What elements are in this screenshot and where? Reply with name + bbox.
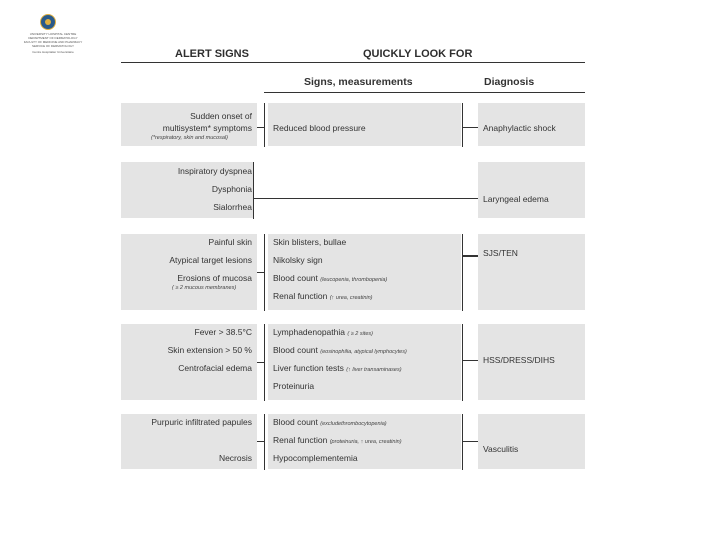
sign-item: Hypocomplementemia xyxy=(273,453,358,463)
bracket-line xyxy=(264,103,265,147)
bracket-line xyxy=(462,414,463,470)
institution-line: SERVICE OF DERMATOLOGY xyxy=(31,44,74,48)
alert-sign: Painful skin xyxy=(208,237,252,247)
connector-line xyxy=(257,362,265,363)
alert-note: (*respiratory, skin and mucosal) xyxy=(151,135,228,141)
diagnosis-header: Diagnosis xyxy=(484,76,535,88)
header-rule xyxy=(121,62,585,63)
sign-item: Liver function tests (↑ liver transaminases) xyxy=(273,363,402,373)
institution-logo xyxy=(40,14,56,30)
diagnosis-box-sjs xyxy=(478,234,585,310)
institution-line: DEPARTMENT OF DERMATOLOGY xyxy=(28,36,78,40)
connector-line xyxy=(257,441,265,442)
alert-sign: Sialorrhea xyxy=(213,202,252,212)
connector-line xyxy=(257,127,265,128)
diagnosis-hss-dress-dihs: HSS/DRESS/DIHS xyxy=(483,355,555,365)
connector-line xyxy=(462,127,478,128)
sign-item: Nikolsky sign xyxy=(273,255,323,265)
connector-line xyxy=(462,255,478,257)
alert-sign: Necrosis xyxy=(218,453,252,463)
alert-note: ( ≥ 2 mucous membranes) xyxy=(172,285,237,291)
alert-sign: multisystem* symptoms xyxy=(162,123,252,133)
bracket-line xyxy=(462,324,463,401)
sign-item: Renal function (proteinuria, ↑ urea, creatinin) xyxy=(273,435,402,445)
diagnosis-box-laryngeal xyxy=(478,162,585,218)
connector-line xyxy=(462,360,478,361)
alert-sign: Fever > 38.5°C xyxy=(194,327,252,337)
diagnosis-anaphylactic-shock: Anaphylactic shock xyxy=(483,123,556,133)
institution-caption: Centre Hospitalier Universitaire xyxy=(32,50,74,54)
alert-sign: Purpuric infiltrated papules xyxy=(151,417,252,427)
diagnosis-box-vasculitis xyxy=(478,414,585,469)
alert-sign: Skin extension > 50 % xyxy=(167,345,252,355)
connector-line xyxy=(253,198,478,199)
alert-sign: Atypical target lesions xyxy=(169,255,252,265)
sign-item: Proteinuria xyxy=(273,381,315,391)
alert-sign: Sudden onset of xyxy=(190,111,252,121)
sign-item: Skin blisters, bullae xyxy=(273,237,347,247)
sign-item: Blood count (excludethrombocytopenia) xyxy=(273,417,387,427)
institution-line: FACULTY OF MEDICINE AND PHARMACY xyxy=(23,40,83,44)
subheader-rule xyxy=(264,92,585,93)
institution-line: UNIVERSITY HOSPITAL CENTRE xyxy=(29,32,77,36)
quickly-look-for-header: QUICKLY LOOK FOR xyxy=(363,48,473,60)
signs-measurements-header: Signs, measurements xyxy=(304,76,413,88)
bracket-line xyxy=(253,162,254,219)
alert-sign: Erosions of mucosa xyxy=(177,273,252,283)
diagnosis-laryngeal-edema: Laryngeal edema xyxy=(483,194,549,204)
sign-item: Blood count (eosinophilia, atypical lymphocytes) xyxy=(273,345,407,355)
alert-sign: Inspiratory dyspnea xyxy=(177,166,252,176)
alert-signs-header: ALERT SIGNS xyxy=(175,48,249,60)
sign-item: Blood count (leucopenia, thrombopenia) xyxy=(273,273,388,283)
diagnosis-vasculitis: Vasculitis xyxy=(483,444,519,454)
bracket-line xyxy=(462,234,463,311)
connector-line xyxy=(462,441,478,442)
sign-item: Reduced blood pressure xyxy=(273,123,366,133)
bracket-line xyxy=(264,414,265,470)
bracket-line xyxy=(462,103,463,147)
connector-line xyxy=(257,272,265,273)
alert-sign: Dysphonia xyxy=(211,184,252,194)
sign-item: Renal function (↑ urea, creatinin) xyxy=(273,291,373,301)
diagnosis-sjs-ten: SJS/TEN xyxy=(483,248,518,258)
alert-sign: Centrofacial edema xyxy=(178,363,252,373)
sign-item: Lymphadenopathia ( ≥ 2 sites) xyxy=(273,327,374,337)
